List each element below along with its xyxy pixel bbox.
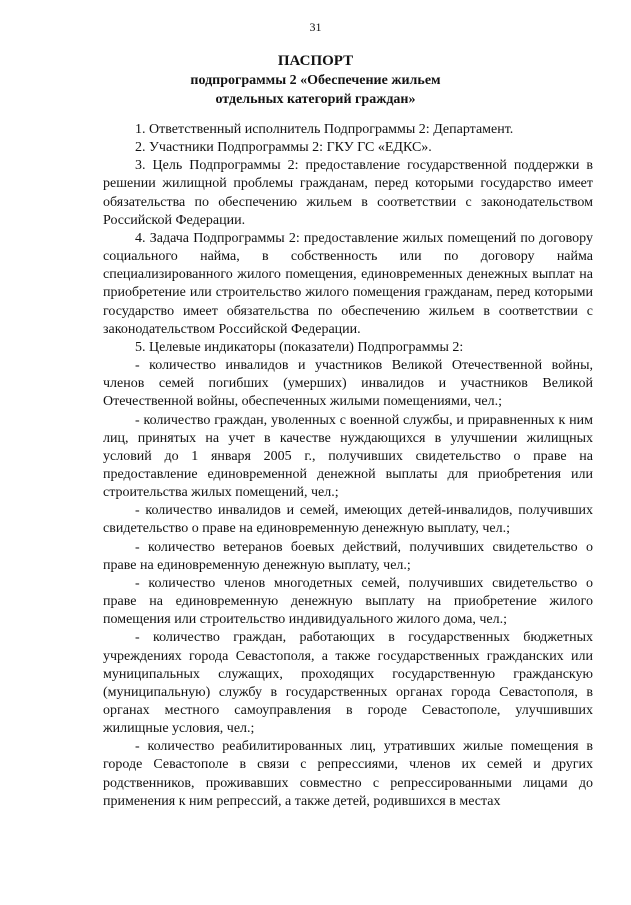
- page-number: 31: [309, 20, 322, 34]
- paragraph-indicators-heading: 5. Целевые индикаторы (показатели) Подпрограммы 2:: [135, 339, 464, 355]
- indicator-item: - количество граждан, работающих в государственных бюджетных учреждениях города Севастополя, а также государственных гражданских или муниципальных служащих, проходящих государственную гражданскую (муниципальную) службу в государственных органах города Севастополя, в органах местного самоуправления в городе Севастополе, улучшивших жилищные условия, чел.;: [103, 630, 593, 737]
- paragraph-task: 4. Задача Подпрограммы 2: предоставление жилых помещений по договору социального найма, в собственность или по договору найма специализированного жилого помещения, единовременных денежных выплат на приобретение или строительство жилого помещения гражданам, перед которыми государство имеет обязательства по обеспечению жильем в соответствии с законодательством Российской Федерации.: [103, 230, 593, 337]
- indicator-item: - количество реабилитированных лиц, утративших жилые помещения в городе Севастополе в связи с репрессиями, членов их семей и других родственников, проживавших совместно с репрессированными лицами до применения к ним репрессий, а также детей, родившихся в местах: [103, 739, 593, 809]
- document-title: [0, 52, 631, 109]
- paragraph-executor: 1. Ответственный исполнитель Подпрограммы 2: Департамент.: [135, 122, 514, 137]
- title-passport: ПАСПОРТ: [277, 53, 354, 69]
- document-body: [103, 121, 593, 811]
- indicator-item: - количество инвалидов и участников Великой Отечественной войны, членов семей погибших (умерших) инвалидов и участников Великой Отечественной войны, обеспеченных жилыми помещениями, чел.;: [103, 358, 593, 410]
- indicator-item: - количество ветеранов боевых действий, получивших свидетельство о праве на единовременную денежную выплату, чел.;: [103, 539, 593, 573]
- paragraph-participants: 2. Участники Подпрограммы 2: ГКУ ГС «ЕДКС».: [135, 140, 432, 156]
- paragraph-goal: 3. Цель Подпрограммы 2: предоставление государственной поддержки в решении жилищной проблемы гражданам, перед которыми государство имеет обязательства по обеспечению жильем в соответствии с законодательством Российской Федерации.: [103, 158, 593, 228]
- indicator-item: - количество членов многодетных семей, получивших свидетельство о праве на единовременную денежную выплату на приобретение жилого помещения или строительство индивидуального жилого дома, чел.;: [103, 575, 593, 628]
- indicator-item: - количество граждан, уволенных с военной службы, и приравненных к ним лиц, принятых на учет в качестве нуждающихся в улучшении жилищных условий до 1 января 2005 г., получивших свидетельство о праве на предоставление единовременной денежной выплаты для приобретения или строительства жилых помещений, чел.;: [103, 412, 593, 501]
- title-categories: отдельных категорий граждан»: [215, 92, 416, 107]
- title-subprogram: подпрограммы 2 «Обеспечение жильем: [190, 73, 441, 88]
- indicator-item: - количество инвалидов и семей, имеющих детей-инвалидов, получивших свидетельство о праве на единовременную денежную выплату, чел.;: [103, 503, 593, 537]
